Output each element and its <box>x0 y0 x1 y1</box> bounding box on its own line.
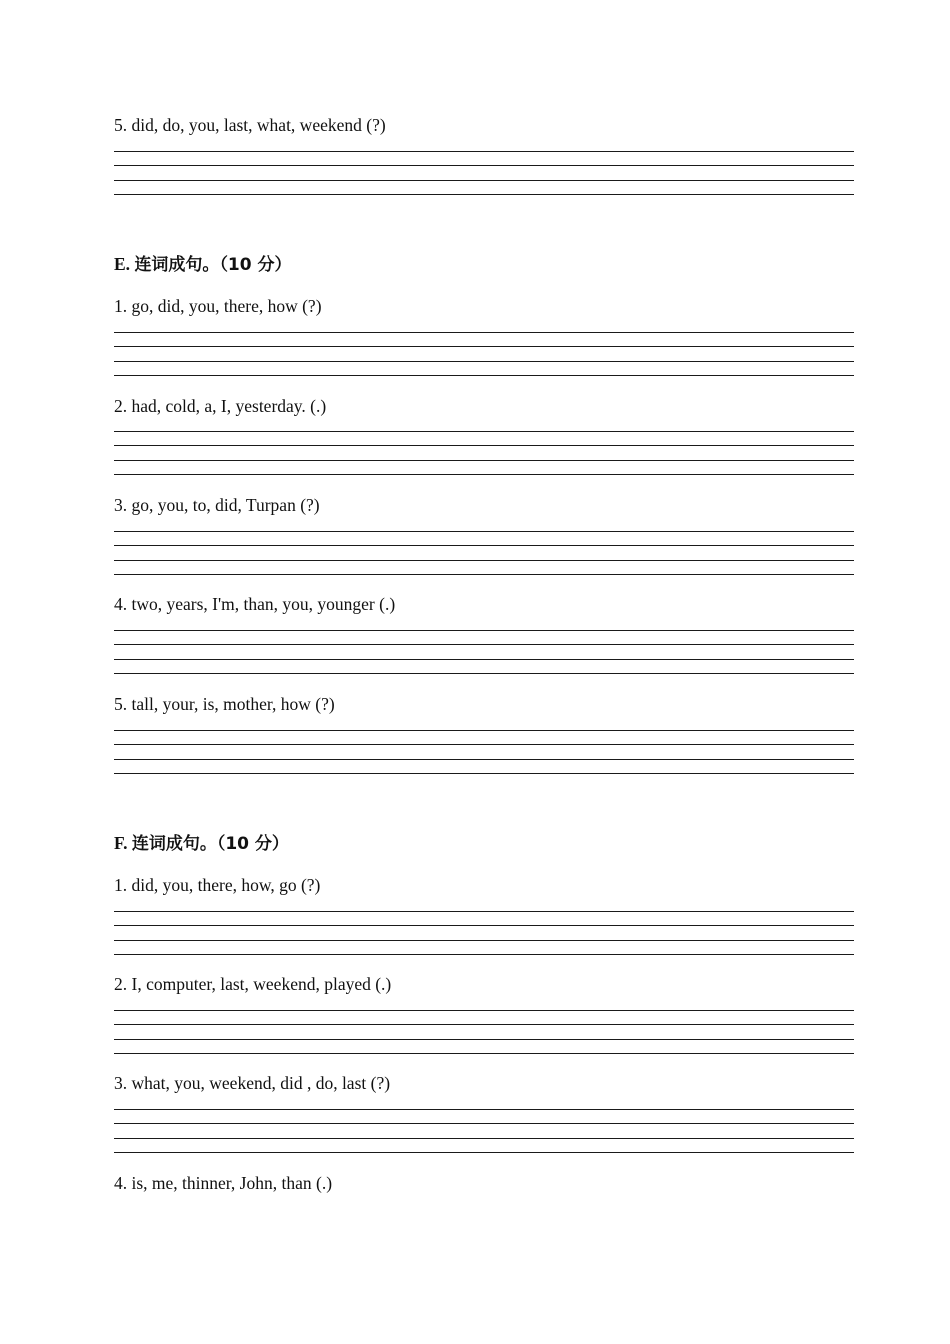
question-text: 2. I, computer, last, weekend, played (.) <box>114 974 392 994</box>
section-heading-e <box>114 254 292 275</box>
answer-lines[interactable] <box>114 431 854 475</box>
answer-lines[interactable] <box>114 1109 854 1153</box>
section-points: （10 分） <box>216 834 289 854</box>
question-text: 5. did, do, you, last, what, weekend (?) <box>114 115 386 135</box>
question-text: 4. is, me, thinner, John, than (.) <box>114 1173 333 1193</box>
section-label: F. <box>114 833 128 853</box>
section-heading-f <box>114 833 289 854</box>
answer-lines[interactable] <box>114 1010 854 1054</box>
answer-lines[interactable] <box>114 911 854 955</box>
section-title: 连词成句。 <box>134 255 220 275</box>
question-text: 1. go, did, you, there, how (?) <box>114 296 322 316</box>
question-text: 3. go, you, to, did, Turpan (?) <box>114 495 320 515</box>
answer-lines[interactable] <box>114 531 854 575</box>
question-text: 1. did, you, there, how, go (?) <box>114 875 321 895</box>
question-text: 2. had, cold, a, I, yesterday. (.) <box>114 396 327 416</box>
question-text: 4. two, years, I'm, than, you, younger (.) <box>114 594 396 614</box>
question-text: 3. what, you, weekend, did , do, last (?) <box>114 1073 391 1093</box>
section-title: 连词成句。 <box>131 834 217 854</box>
answer-lines[interactable] <box>114 730 854 774</box>
question-text: 5. tall, your, is, mother, how (?) <box>114 694 335 714</box>
section-label: E. <box>114 254 131 274</box>
answer-lines[interactable] <box>114 332 854 376</box>
section-points: （10 分） <box>219 255 292 275</box>
answer-lines[interactable] <box>114 151 854 195</box>
answer-lines[interactable] <box>114 630 854 674</box>
